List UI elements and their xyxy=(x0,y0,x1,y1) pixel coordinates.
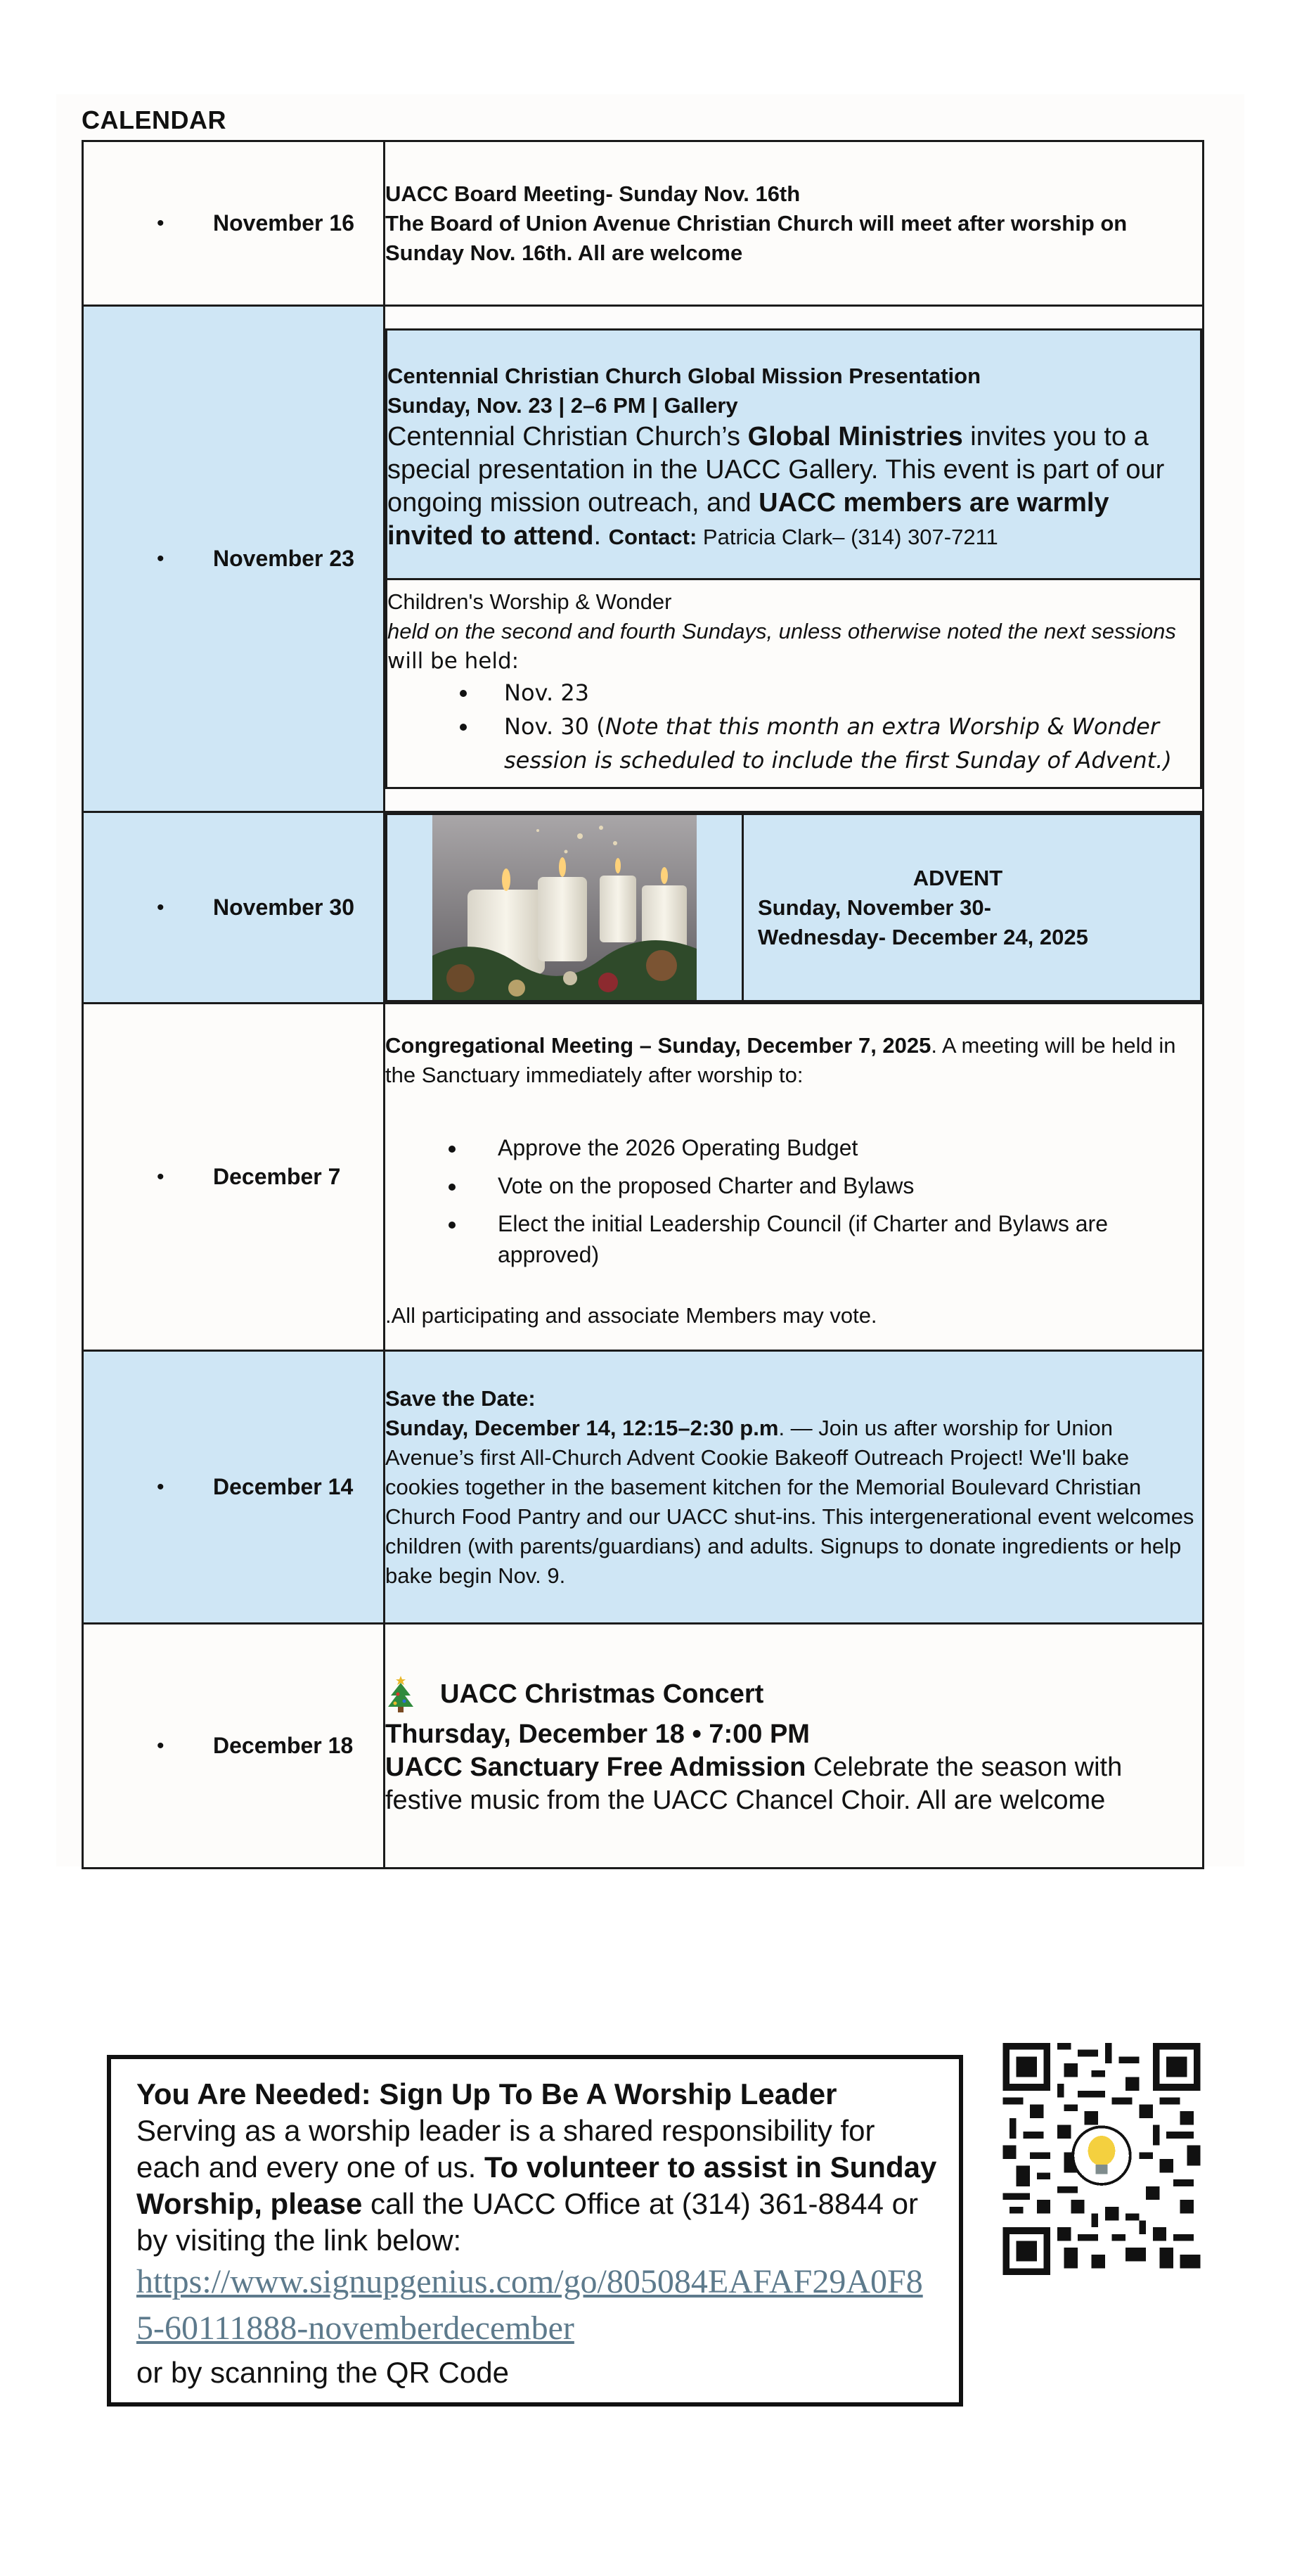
bullet: • xyxy=(157,1734,165,1757)
event-title: UACC Board Meeting- Sunday Nov. 16th xyxy=(385,181,801,206)
list-item: • Nov. 23 xyxy=(479,676,1200,710)
volunteer-heading: You Are Needed: Sign Up To Be A Worship Leader xyxy=(136,2077,837,2110)
calendar-row-dec-14 xyxy=(83,1351,1204,1624)
meeting-agenda xyxy=(385,1132,1202,1270)
calendar-heading: CALENDAR xyxy=(82,105,226,134)
advent-info xyxy=(743,814,1201,1001)
calendar-table xyxy=(82,140,1204,1869)
mission-subtitle: Sunday, Nov. 23 | 2–6 PM | Gallery xyxy=(387,392,738,418)
event-body: The Board of Union Avenue Christian Church will meet after worship on Sunday Nov. 16th. All are welcome xyxy=(385,210,1128,265)
list-item: • Vote on the proposed Charter and Bylaws xyxy=(467,1170,1202,1201)
advent-title: ADVENT xyxy=(912,865,1003,890)
worship-title: Children's Worship & Wonder xyxy=(387,589,672,614)
date-label: November 23 xyxy=(213,546,354,571)
bullet: • xyxy=(157,1475,165,1499)
list-item: • Nov. 30 (Note that this month an extra Worship & Wonder session is scheduled to include the first Sunday of Advent.) xyxy=(479,710,1200,777)
date-label: November 16 xyxy=(213,210,354,236)
concert-description: UACC Sanctuary Free Admission Celebrate the season with festive music from the UACC Chancel Choir. All are welcome xyxy=(385,1752,1123,1815)
calendar-row-dec-18 xyxy=(83,1624,1204,1869)
date-label: December 7 xyxy=(213,1164,341,1189)
worship-wonder-event xyxy=(387,579,1201,788)
event-content xyxy=(385,1351,1204,1624)
mission-event xyxy=(387,330,1201,579)
bullet: • xyxy=(157,211,165,235)
advent-start: Sunday, November 30- xyxy=(758,895,991,920)
event-content xyxy=(385,1624,1204,1869)
date-label: November 30 xyxy=(213,895,354,920)
bakeoff-description: Sunday, December 14, 12:15–2:30 p.m. — Join us after worship for Union Avenue’s first All-Church Advent Cookie Bakeoff Outreach Project! We'll bake cookies together in the basement kitchen for the Memorial Boulevard Christian Church Food Pantry and our UACC shut-ins. This intergenerational event welcomes children (with parents/guardians) and adults. Signups to donate ingredients or help bake begin Nov. 9. xyxy=(385,1415,1194,1588)
mission-title: Centennial Christian Church Global Mission Presentation xyxy=(387,363,981,388)
worship-sessions xyxy=(387,676,1200,777)
list-item: • Approve the 2026 Operating Budget xyxy=(467,1132,1202,1163)
calendar-row-nov-16 xyxy=(83,141,1204,306)
volunteer-description: Serving as a worship leader is a shared responsibility for each and every one of us. To volunteer to assist in Sunday Worship, please call the UACC Office at (314) 361-8844 or by visiting the link below: xyxy=(136,2114,937,2257)
meeting-description: Congregational Meeting – Sunday, December 7, 2025. A meeting will be held in the Sanctuary immediately after worship to: xyxy=(385,1033,1176,1087)
date-label: December 18 xyxy=(213,1733,354,1758)
calendar-row-nov-30 xyxy=(83,812,1204,1004)
bullet: • xyxy=(157,1165,165,1188)
bullet: • xyxy=(157,895,165,919)
meeting-footer: .All participating and associate Members may vote. xyxy=(385,1303,877,1328)
bullet: • xyxy=(157,546,165,570)
event-content xyxy=(385,141,1204,306)
qr-instructions: or by scanning the QR Code xyxy=(136,2356,509,2389)
save-the-date: Save the Date: xyxy=(385,1385,536,1411)
signup-link[interactable]: https://www.signupgenius.com/go/805084EAFAF29A0F85-60111888-novemberdecember xyxy=(136,2263,923,2347)
calendar-row-nov-23 xyxy=(83,306,1204,812)
concert-time: Thursday, December 18 • 7:00 PM xyxy=(385,1719,810,1749)
advent-candles-image xyxy=(432,815,697,1000)
worship-schedule: held on the second and fourth Sundays, unless otherwise noted the next sessions will be held: xyxy=(387,619,1176,674)
list-item: • Elect the initial Leadership Council (if Charter and Bylaws are approved) xyxy=(467,1208,1202,1270)
concert-title: UACC Christmas Concert xyxy=(440,1679,764,1709)
date-label: December 14 xyxy=(213,1474,354,1499)
mission-description: Centennial Christian Church’s Global Ministries invites you to a special presentation in the UACC Gallery. This event is part of our ongoing mission outreach, and UACC members are warmly invited to attend. Contact: Patricia Clark– (314) 307-7211 xyxy=(387,421,1165,551)
qr-code[interactable] xyxy=(1002,2043,1201,2275)
christmas-tree-icon xyxy=(385,1674,416,1714)
worship-leader-callout xyxy=(107,2055,963,2407)
advent-end: Wednesday- December 24, 2025 xyxy=(758,924,1088,949)
calendar-row-dec-7 xyxy=(83,1004,1204,1351)
event-content xyxy=(385,1004,1204,1351)
